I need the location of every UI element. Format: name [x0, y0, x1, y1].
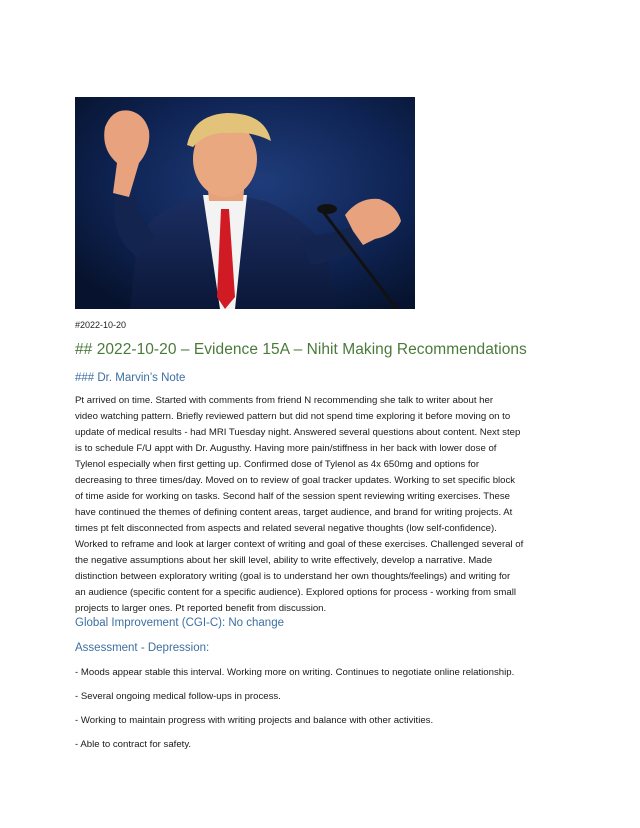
note-line: video watching pattern. Briefly reviewed pattern but did not spend time exploring it before moving on to: [75, 411, 511, 422]
entry-heading: ## 2022-10-20 – Evidence 15A – Nihit Making Recommendations: [75, 341, 527, 358]
note-line: the negative assumptions about her skill level, ability to write effectively, develop a narrative. Made: [75, 555, 493, 566]
assessment-item: - Several ongoing medical follow-ups in process.: [75, 691, 281, 702]
note-paragraph: [75, 393, 565, 617]
note-line: update of medical results - had MRI Tuesday night. Answered several questions about content. Next step: [75, 427, 521, 438]
assessment-item: - Moods appear stable this interval. Working more on writing. Continues to negotiate online relationship.: [75, 667, 515, 678]
note-line: times pt felt disconnected from aspects and related several negative thoughts (low self-confidence).: [75, 523, 497, 534]
note-line: decreasing to three times/day. Moved on to review of goal tracker updates. Working to set specific block: [75, 475, 516, 486]
note-line: Worked to reframe and look at larger context of writing and goal of these exercises. Challenged several of: [75, 539, 524, 550]
date-tag: #2022-10-20: [75, 320, 127, 330]
note-line: an audience (specific content for a specific audience). Explored options for process - working from small: [75, 587, 516, 598]
note-line: Tylenol especially when first getting up. Confirmed dose of Tylenol as 4x 650mg and options for: [75, 459, 480, 470]
note-line: projects to larger ones. Pt reported benefit from discussion.: [75, 603, 327, 614]
note-line: have continued the themes of defining content areas, target audience, and brand for writing projects. At: [75, 507, 513, 518]
global-improvement-heading: Global Improvement (CGI-C): No change: [75, 617, 284, 629]
speaker-photo: [75, 97, 415, 309]
note-line: of time aside for working on tasks. Second half of the session spent reviewing writing exercises. These: [75, 491, 510, 502]
assessment-item: - Able to contract for safety.: [75, 739, 192, 750]
note-subheading: ### Dr. Marvin’s Note: [75, 372, 186, 384]
note-line: Pt arrived on time. Started with comments from friend N recommending she talk to writer about her: [75, 395, 494, 406]
assessment-item: - Working to maintain progress with writing projects and balance with other activities.: [75, 715, 434, 726]
note-line: distinction between exploratory writing (goal is to understand her own thoughts/feelings) and writing for: [75, 571, 511, 582]
note-line: is to schedule F/U appt with Dr. Augusthy. Having more pain/stiffness in her back with lower dose of: [75, 443, 497, 454]
assessment-heading: Assessment - Depression:: [75, 642, 210, 654]
